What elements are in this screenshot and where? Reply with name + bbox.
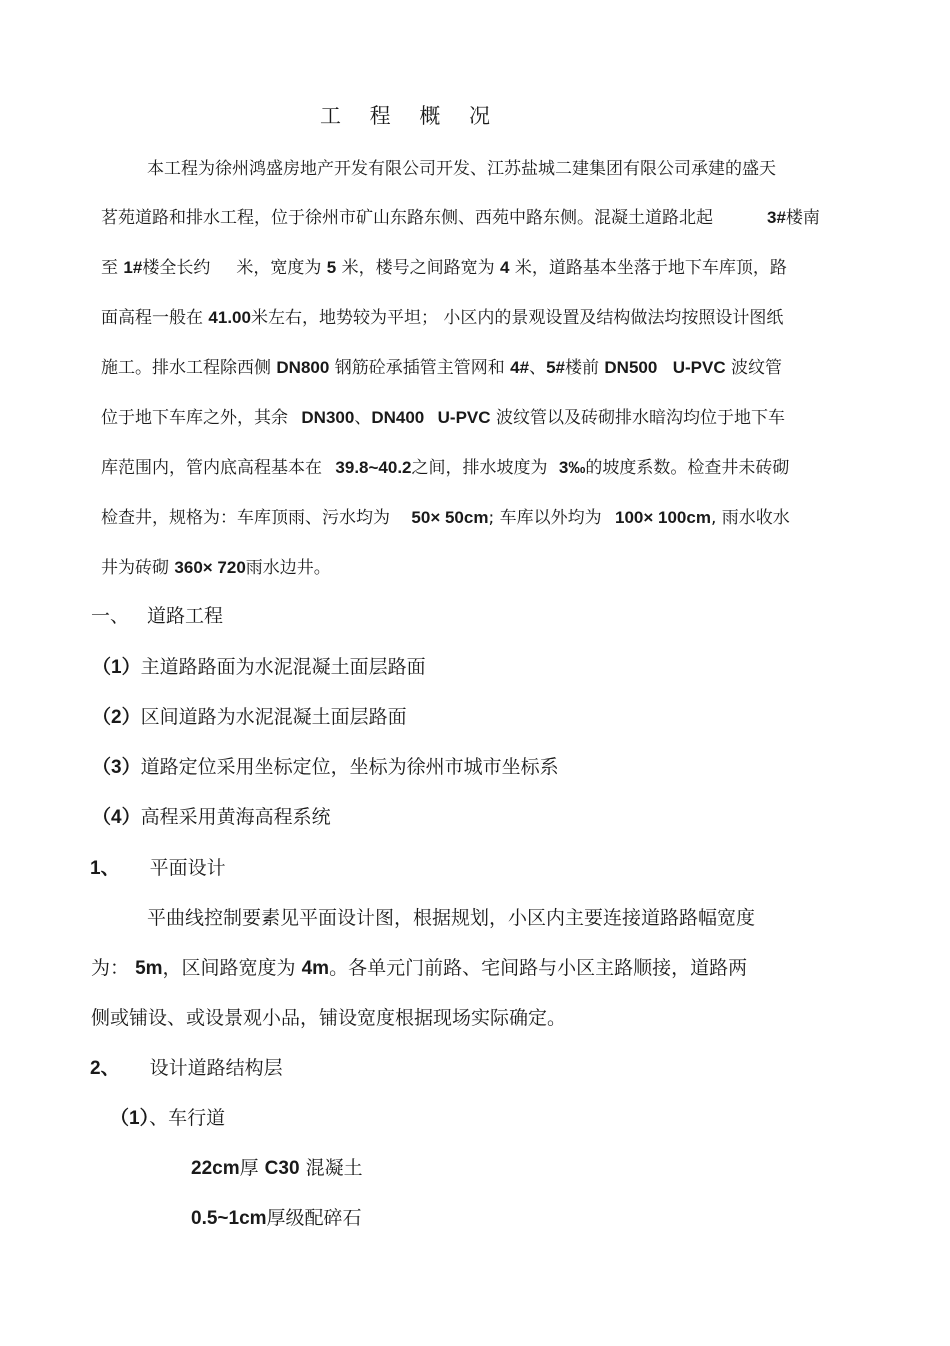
overview-line-9 <box>101 556 331 580</box>
text: 面高程一般在 <box>101 308 203 328</box>
subsection-heading-plane <box>90 856 226 881</box>
bold-text: U-PVC <box>437 408 491 427</box>
text: 楼南 <box>785 208 820 228</box>
text: 茗苑道路和排水工程，位于徐州市矿山东路东侧、西苑中路东侧。混凝土道路北起 <box>101 208 713 228</box>
text: 米，道路基本坐落于地下车库顶，路 <box>514 258 787 278</box>
text: 检查井，规格为：车库顶雨、污水均为 <box>101 508 390 528</box>
bold-text: 4m <box>301 958 330 979</box>
text: 为： <box>91 957 130 979</box>
bold-text: 4 <box>500 258 510 277</box>
text: 钢筋砼承插管主管网和 <box>334 358 505 378</box>
overview-line-5 <box>101 356 782 380</box>
text: 库范围内，管内底高程基本在 <box>101 458 322 478</box>
item-text: 、车行道 <box>149 1107 226 1129</box>
list-item <box>92 655 426 680</box>
subsection-heading-structure <box>90 1056 283 1081</box>
item-number: （1） <box>92 657 141 678</box>
subsection-number: 1、 <box>90 858 120 879</box>
bold-text: 5 <box>326 258 337 277</box>
text: , 雨水收水 <box>710 508 790 528</box>
text: ; 车库以外均为 <box>488 508 602 528</box>
section-number: 一、 <box>91 605 130 627</box>
text: 位于地下车库之外，其余 <box>101 408 288 428</box>
overview-line-2 <box>101 206 820 230</box>
bold-text: 1# <box>123 258 143 277</box>
text: 米，宽度为 <box>236 258 322 278</box>
layer-concrete <box>191 1156 363 1181</box>
bold-text: 5# <box>546 358 565 377</box>
subsection-title: 平面设计 <box>149 857 226 879</box>
bold-text: DN400 <box>371 408 425 427</box>
text: 。各单元门前路、宅间路与小区主路顺接，道路两 <box>329 957 748 979</box>
bold-text: 41.00 <box>208 308 251 327</box>
subsection-title: 设计道路结构层 <box>149 1057 283 1079</box>
text: 波纹管 <box>731 358 783 378</box>
text: 井为砖砌 <box>101 558 169 578</box>
plane-paragraph-line-3 <box>91 1006 566 1030</box>
item-number: （4） <box>92 807 141 828</box>
overview-line-1 <box>147 157 776 181</box>
text: 的坡度系数。检查井未砖砌 <box>585 458 790 478</box>
text: 米左右，地势较为平坦； 小区内的景观设置及结构做法均按照设计图纸 <box>250 308 784 328</box>
bold-text: DN500 <box>604 358 658 377</box>
bold-text: 100× 100cm <box>615 508 711 527</box>
bold-text: 360× 720 <box>174 558 246 577</box>
bold-text: 50× 50cm <box>411 508 489 527</box>
overview-line-4 <box>101 306 783 330</box>
text: 厚级配碎石 <box>266 1207 362 1229</box>
overview-line-6 <box>101 406 785 430</box>
bold-text: U-PVC <box>672 358 726 377</box>
text: 厚 <box>239 1157 259 1179</box>
text: 波纹管以及砖砌排水暗沟均位于地下车 <box>495 408 785 428</box>
list-item <box>92 755 559 780</box>
text: 之间，排水坡度为 <box>411 458 548 478</box>
text: 米，楼号之间路宽为 <box>341 258 495 278</box>
overview-line-7 <box>101 456 789 480</box>
text: 本工程为徐州鸿盛房地产开发有限公司开发、江苏盐城二建集团有限公司承建的盛天 <box>147 159 776 179</box>
item-text: 主道路路面为水泥混凝土面层路面 <box>140 656 426 678</box>
plane-paragraph-line-1 <box>147 906 755 930</box>
text: 至 <box>101 258 118 278</box>
overview-line-8 <box>101 506 790 530</box>
list-item <box>92 705 407 730</box>
page-title: 工 程 概 况 <box>320 104 502 128</box>
bold-text: C30 <box>264 1158 300 1179</box>
layer-gravel <box>191 1206 362 1231</box>
overview-line-3 <box>101 256 787 280</box>
section-title: 道路工程 <box>147 605 224 627</box>
text: 、 <box>354 408 372 428</box>
item-text: 道路定位采用坐标定位，坐标为徐州市城市坐标系 <box>140 756 559 778</box>
text: ，区间路宽度为 <box>162 957 296 979</box>
bold-text: DN800 <box>276 358 330 377</box>
bold-text: 4# <box>510 358 530 377</box>
plane-paragraph-line-2 <box>91 956 747 981</box>
item-number: （3） <box>92 757 141 778</box>
item-text: 高程采用黄海高程系统 <box>140 806 331 828</box>
bold-text: 0.5~1cm <box>191 1208 267 1229</box>
bold-text: 3# <box>767 208 786 227</box>
section-heading-roads <box>91 604 223 628</box>
text: 施工。排水工程除西侧 <box>101 358 271 378</box>
text: 混凝土 <box>305 1157 363 1179</box>
text: 楼全长约 <box>142 258 211 278</box>
text: 平曲线控制要素见平面设计图，根据规划，小区内主要连接道路路幅宽度 <box>147 907 756 929</box>
bold-text: 5m <box>135 958 163 979</box>
list-item <box>92 805 331 830</box>
text: 雨水边井。 <box>245 558 331 578</box>
item-text: 区间道路为水泥混凝土面层路面 <box>140 706 407 728</box>
bold-text: DN300 <box>301 408 355 427</box>
item-number: （1） <box>110 1108 150 1129</box>
carriageway-heading <box>110 1106 225 1131</box>
text: 、 <box>529 358 547 378</box>
bold-text: 22cm <box>191 1158 240 1179</box>
subsection-number: 2、 <box>90 1058 120 1079</box>
item-number: （2） <box>92 707 141 728</box>
text: 侧或铺设、或设景观小品，铺设宽度根据现场实际确定。 <box>91 1007 567 1029</box>
bold-text: 39.8~40.2 <box>335 458 412 477</box>
bold-text: 3‰ <box>558 458 586 477</box>
text: 楼前 <box>564 358 599 378</box>
